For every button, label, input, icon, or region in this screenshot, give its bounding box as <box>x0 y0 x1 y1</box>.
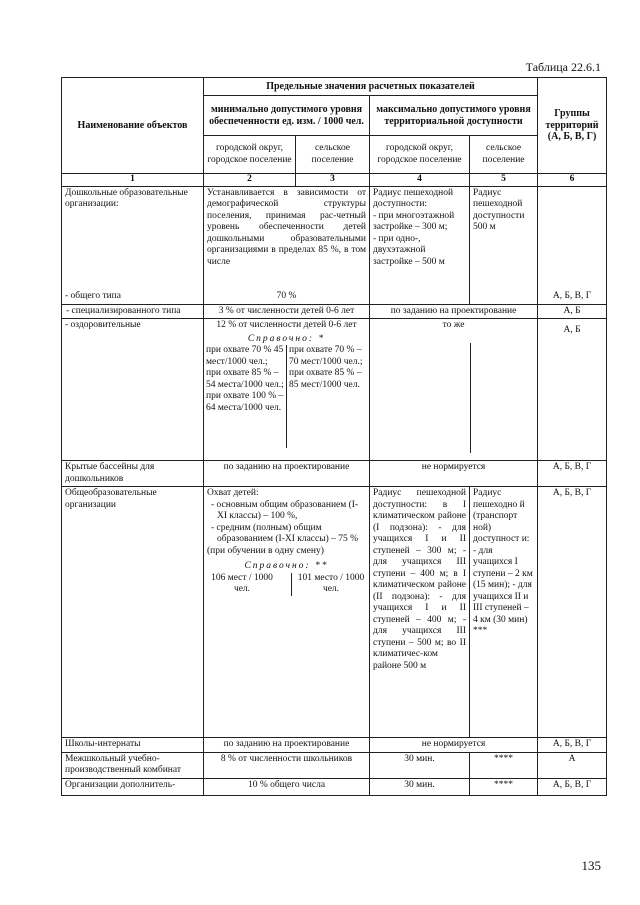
coverage-item: - основным общим образованием (I-XI классы) – 100 %, <box>211 499 359 521</box>
norm-text: Устанавливается в зависимости от демографической структуры поселения, принимая рас-четный уровень обеспеченности детей дошкольными образовательными организациями в пределах 85 %, в том числе <box>207 187 366 267</box>
access-text: 30 мин. <box>370 778 470 795</box>
table-row <box>62 304 607 319</box>
access-text: **** <box>470 752 538 778</box>
table-row <box>62 487 607 738</box>
coverage-note: (при обучении в одну смену) <box>207 545 324 556</box>
reference-rural: 101 место / 1000 чел. <box>291 573 366 596</box>
row-name: Организации дополнитель- <box>62 778 204 795</box>
page-number: 135 <box>581 858 601 873</box>
groups-cell: А, Б, В, Г <box>538 487 607 738</box>
row-name: - специализированного типа <box>62 304 204 319</box>
row-name: - общего типа <box>65 291 121 301</box>
groups-cell: А, Б, В, Г <box>538 738 607 753</box>
row-name: Дошкольные образовательные организации: <box>65 187 188 209</box>
header-urban: городской округ, городское поселение <box>204 136 296 174</box>
col-number: 6 <box>538 174 607 187</box>
access-text: Радиус пешеходной доступности 500 м <box>470 186 538 304</box>
access-text: Радиус пешеходной доступности: в I климатическом районе (I подзона): - для учащихся I и II ступеней – 300 м; - для учащихся III ступени – 400 м; в I климатическом районе (II подзона): - для учащихся I и II ступеней – 400 м; - для учащихся III ступени – 500 м; во II климатичес-ком районе 500 м <box>370 487 470 738</box>
column-numbers-row <box>62 174 607 187</box>
access-text: **** <box>470 778 538 795</box>
access-text: по заданию на проектирование <box>370 304 538 319</box>
groups-cell: А <box>538 752 607 778</box>
access-text: - при одно-, двухэтажной застройке – 500 м <box>373 233 445 267</box>
norm-text: 12 % от численности детей 0-6 лет <box>216 320 357 330</box>
access-text: не нормируется <box>370 461 538 487</box>
header-rural: сельское поселение <box>296 136 370 174</box>
coverage-title: Охват детей: <box>207 488 259 498</box>
norm-text: 10 % общего числа <box>204 778 370 795</box>
col-number: 4 <box>370 174 470 187</box>
table-row <box>62 461 607 487</box>
header-rural-access: сельское поселение <box>470 136 538 174</box>
norm-text: 8 % от численности школьников <box>204 752 370 778</box>
access-text: 30 мин. <box>370 752 470 778</box>
groups-cell: А, Б <box>538 319 607 461</box>
reference-rural: при охвате 70 % – 70 мест/1000 чел.; при охвате 85 % – 85 мест/1000 чел. <box>286 345 369 448</box>
access-text: Радиус пешеходной доступности: <box>373 187 454 209</box>
header-limit-values: Предельные значения расчетных показателей <box>204 78 538 96</box>
reference-urban: при охвате 70 % 45 мест/1000 чел.; при охвате 85 % – 54 места/1000 чел.; при охвате 100 % – 64 места/1000 чел. <box>206 345 284 413</box>
norm-value: 70 % <box>276 291 297 301</box>
row-name: Межшкольный учебно-производственный комбинат <box>62 752 204 778</box>
header-groups: Группы территорий (А, Б, В, Г) <box>538 78 607 174</box>
row-name: Общеобразовательные организации <box>62 487 204 738</box>
table-row <box>62 319 607 461</box>
col-number: 5 <box>470 174 538 187</box>
col-number: 3 <box>296 174 370 187</box>
access-text: не нормируется <box>370 738 538 753</box>
table-caption: Таблица 22.6.1 <box>525 60 601 74</box>
row-name: Крытые бассейны для дошкольников <box>62 461 204 487</box>
access-text: - при многоэтажной застройке – 300 м; <box>373 210 455 232</box>
access-text: то же <box>442 320 465 330</box>
groups-cell: А, Б, В, Г <box>538 461 607 487</box>
groups-cell: А, Б, В, Г <box>538 186 607 304</box>
norm-text: по заданию на проектирование <box>204 738 370 753</box>
coverage-item: - средним (полным) общим образованием (I-XI классы) – 75 % <box>211 522 359 544</box>
groups-cell: А, Б, В, Г <box>538 778 607 795</box>
reference-title: Справочно: ** <box>244 561 329 571</box>
header-max-level: максимально допустимого уровня территориальной доступности <box>370 96 538 136</box>
header-urban-access: городской округ, городское поселение <box>370 136 470 174</box>
row-name: - оздоровительные <box>62 319 204 461</box>
norm-text: по заданию на проектирование <box>204 461 370 487</box>
groups-cell: А, Б <box>538 304 607 319</box>
reference-title: Справочно: * <box>247 333 326 344</box>
norms-table <box>61 77 607 796</box>
access-text: Радиус пешеходно й (транспорт ной) доступност и: - для учащихся I ступени – 2 км (15 мин); - для учащихся II и III ступеней – 4 км (30 мин) *** <box>470 487 538 738</box>
reference-urban: 106 мест / 1000 чел. <box>211 572 273 594</box>
header-min-level: минимально допустимого уровня обеспеченности ед. изм. / 1000 чел. <box>204 96 370 136</box>
norm-text: 3 % от численности детей 0-6 лет <box>204 304 370 319</box>
table-row <box>62 186 607 304</box>
col-number: 2 <box>204 174 296 187</box>
table-row <box>62 752 607 778</box>
row-name: Школы-интернаты <box>62 738 204 753</box>
table-row <box>62 738 607 753</box>
col-number: 1 <box>62 174 204 187</box>
table-row <box>62 778 607 795</box>
header-object-name: Наименование объектов <box>62 78 204 174</box>
